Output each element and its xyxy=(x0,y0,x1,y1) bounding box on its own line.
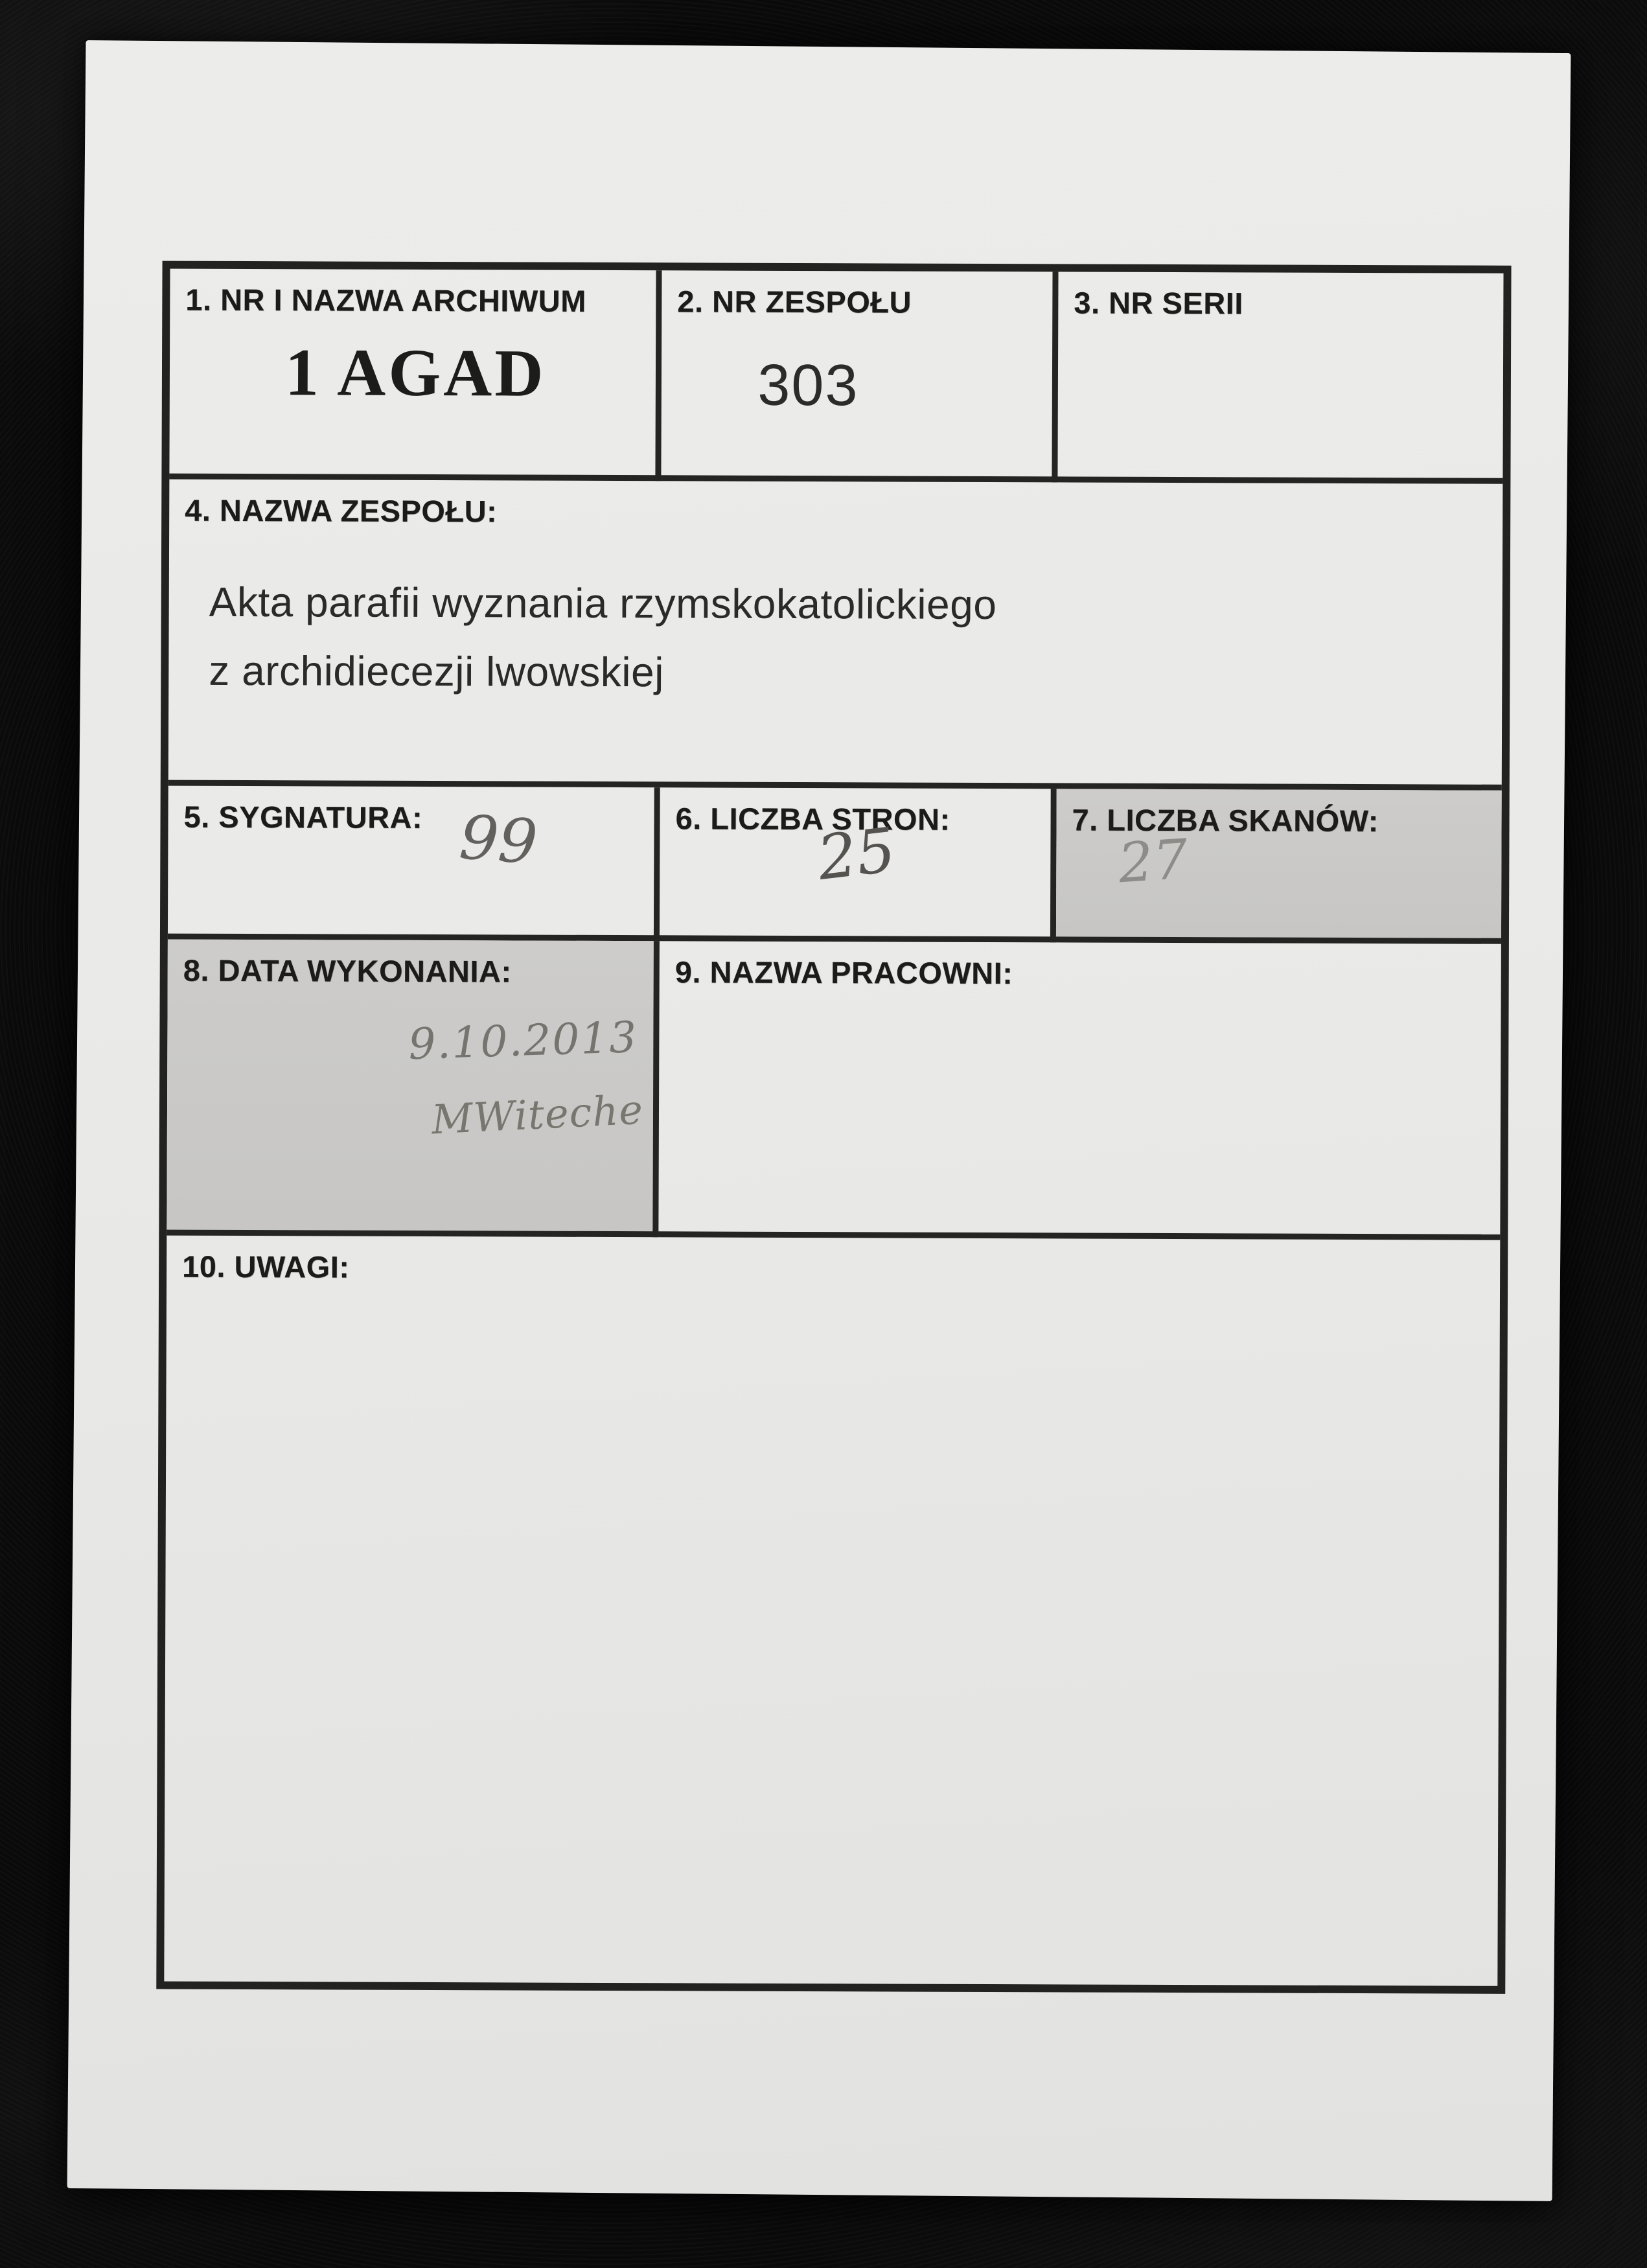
paper-sheet xyxy=(67,40,1571,2201)
field-fonds-number-value: 303 xyxy=(757,353,859,419)
field-signature-handwritten-value: 99 xyxy=(457,802,540,879)
field-fonds-number xyxy=(661,270,1058,482)
field-page-count-handwritten-value: 25 xyxy=(814,815,900,895)
field-remarks xyxy=(164,1236,1500,1986)
field-scan-count-handwritten-value: 27 xyxy=(1116,827,1190,896)
field-fonds-name-value xyxy=(209,568,996,708)
field-date-made-label: 8. DATA WYKONANIA: xyxy=(183,953,512,989)
field-date-made-handwritten-date: 9.10.2013 xyxy=(408,1012,639,1070)
fonds-name-line1: Akta parafii wyznania rzymskokatolickiego xyxy=(209,578,997,629)
metadata-form-table xyxy=(156,261,1511,1994)
field-page-count xyxy=(660,787,1057,942)
field-fonds-name-label: 4. NAZWA ZESPOŁU: xyxy=(185,492,498,529)
field-series-number xyxy=(1057,272,1503,483)
field-fonds-number-label: 2. NR ZESPOŁU xyxy=(677,284,912,319)
field-date-made xyxy=(167,940,660,1238)
field-remarks-label: 10. UWAGI: xyxy=(182,1249,350,1284)
field-archive-value: 1 AGAD xyxy=(284,335,546,411)
field-scan-count-label: 7. LICZBA SKANÓW: xyxy=(1072,802,1379,839)
field-workshop-label: 9. NAZWA PRACOWNI: xyxy=(674,955,1013,991)
field-archive-label: 1. NR I NAZWA ARCHIWUM xyxy=(185,282,586,318)
field-fonds-name xyxy=(168,480,1503,791)
fonds-name-line2: z archidiecezji lwowskiej xyxy=(209,647,664,696)
field-signature-label: 5. SYGNATURA: xyxy=(183,799,423,835)
field-signature xyxy=(168,786,660,942)
field-date-made-handwritten-signature: MWiteche xyxy=(430,1085,645,1144)
field-scan-count xyxy=(1056,789,1502,943)
field-workshop xyxy=(658,941,1501,1240)
field-archive xyxy=(169,269,662,481)
field-page-count-label: 6. LICZBA STRON: xyxy=(675,801,950,837)
field-series-number-label: 3. NR SERII xyxy=(1074,285,1243,321)
